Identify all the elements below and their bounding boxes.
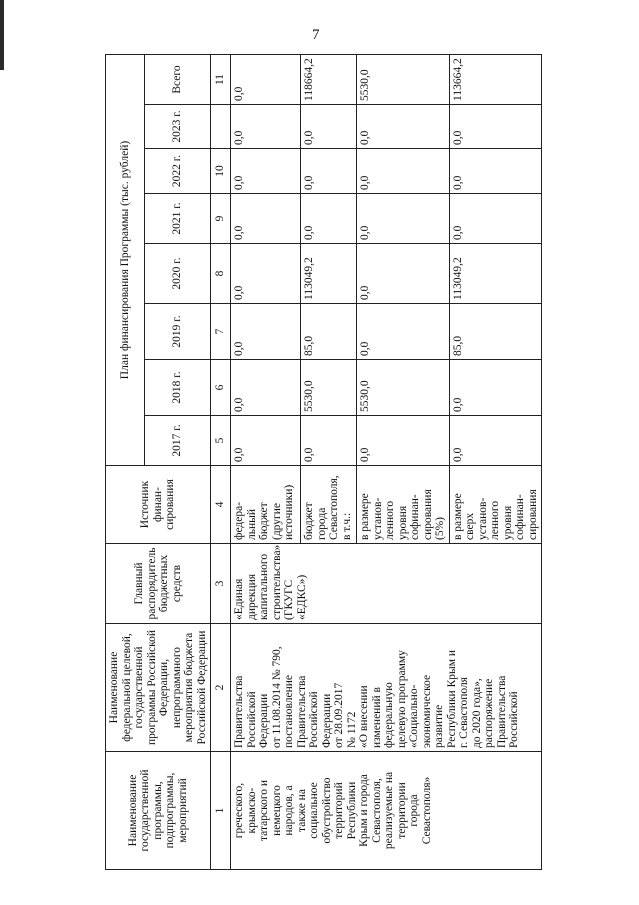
column-number: 7: [211, 304, 231, 360]
source-cofinancing-level: в размере установ- ленного уровня софинан- сирования (5%): [357, 466, 450, 544]
column-number: 3: [211, 544, 231, 624]
value-cell: 0,0: [357, 304, 450, 360]
column-number: 8: [211, 244, 231, 304]
column-number: 1: [211, 752, 231, 870]
column-number: 4: [211, 466, 231, 544]
column-number: [211, 105, 231, 149]
header-funding-source: Источник финан-сирования: [106, 466, 211, 544]
value-cell: 113049,2: [449, 244, 542, 304]
header-year-2018: 2018 г.: [144, 360, 210, 416]
header-year-2019: 2019 г.: [144, 304, 210, 360]
column-number: 5: [211, 416, 231, 466]
rotated-table-frame: [105, 55, 539, 870]
value-cell: 0,0: [231, 244, 301, 304]
header-total: Всего: [144, 55, 210, 105]
program-name-cell: греческого, крымско- татарского и немецкого народов, а также на социальное обустройство территорий Республики Крым и города Севастополя, реализуемые на территории города Севастополя»: [231, 752, 542, 870]
financing-table: [105, 54, 542, 870]
value-cell: 0,0: [231, 105, 301, 149]
header-program-name: Наименование государственной программы, подпрограммы, мероприятий: [106, 752, 211, 870]
value-cell: 0,0: [301, 194, 357, 244]
header-year-2017: 2017 г.: [144, 416, 210, 466]
source-city-budget: бюджет города Севастополя, в т.ч.:: [301, 466, 357, 544]
scan-edge-artifact: [0, 0, 4, 70]
value-cell: 0,0: [231, 194, 301, 244]
value-cell: 0,0: [357, 244, 450, 304]
value-cell: 0,0: [449, 416, 542, 466]
value-cell: 5530,0: [301, 360, 357, 416]
header-year-2022: 2022 г.: [144, 149, 210, 194]
column-number: 11: [211, 55, 231, 105]
column-number: 10: [211, 149, 231, 194]
value-cell: 0,0: [357, 416, 450, 466]
header-federal-program: Наименование федеральной целевой, государственной программы Российской Федерации, непрограммного мероприятия бюджета Российской Федерации: [106, 624, 211, 752]
source-above-cofinancing: в размере сверх установ- ленного уровня софинан- сирования: [449, 466, 542, 544]
value-cell: 0,0: [449, 149, 542, 194]
header-year-2020: 2020 г.: [144, 244, 210, 304]
value-cell: 113664,2: [449, 55, 542, 105]
budget-manager-cell: «Единая дирекция капитального строительства» (ГКУГС «ЕДКС»): [231, 544, 542, 624]
value-cell: 85,0: [449, 304, 542, 360]
value-cell: 0,0: [231, 360, 301, 416]
value-cell: 0,0: [231, 304, 301, 360]
source-federal: федера- льный бюджет (другие источники): [231, 466, 301, 544]
rotated-table-content: [105, 55, 539, 870]
value-cell: 5530,0: [357, 360, 450, 416]
value-cell: 0,0: [301, 416, 357, 466]
value-cell: 0,0: [449, 360, 542, 416]
value-cell: 0,0: [301, 149, 357, 194]
column-number: 2: [211, 624, 231, 752]
value-cell: 0,0: [357, 105, 450, 149]
value-cell: 0,0: [231, 416, 301, 466]
header-year-2021: 2021 г.: [144, 194, 210, 244]
value-cell: 85,0: [301, 304, 357, 360]
value-cell: 113049,2: [301, 244, 357, 304]
value-cell: 0,0: [449, 194, 542, 244]
value-cell: 0,0: [449, 105, 542, 149]
value-cell: 0,0: [231, 149, 301, 194]
value-cell: 0,0: [301, 105, 357, 149]
value-cell: 0,0: [231, 55, 301, 105]
header-financing-plan: План финансирования Программы (тыс. рублей): [106, 55, 145, 466]
page-number: 7: [312, 27, 320, 43]
value-cell: 0,0: [357, 149, 450, 194]
value-cell: 0,0: [357, 194, 450, 244]
header-budget-manager: Главный распорядитель бюджетных средств: [106, 544, 211, 624]
federal-program-cell: Правительства Российской Федерации от 11.08.2014 № 790, постановление Правительства Российской Федерации от 28.09.2017 № 1172 «О внесении изменений в федеральную целевую программу «Социально- экономическое развитие Республики Крым и г. Севастополя до 2020 года», распоряжение Правительства Российской: [231, 624, 542, 752]
value-cell: 5530,0: [357, 55, 450, 105]
column-number: 6: [211, 360, 231, 416]
value-cell: 118664,2: [301, 55, 357, 105]
header-year-2023: 2023 г.: [144, 105, 210, 149]
column-number: 9: [211, 194, 231, 244]
